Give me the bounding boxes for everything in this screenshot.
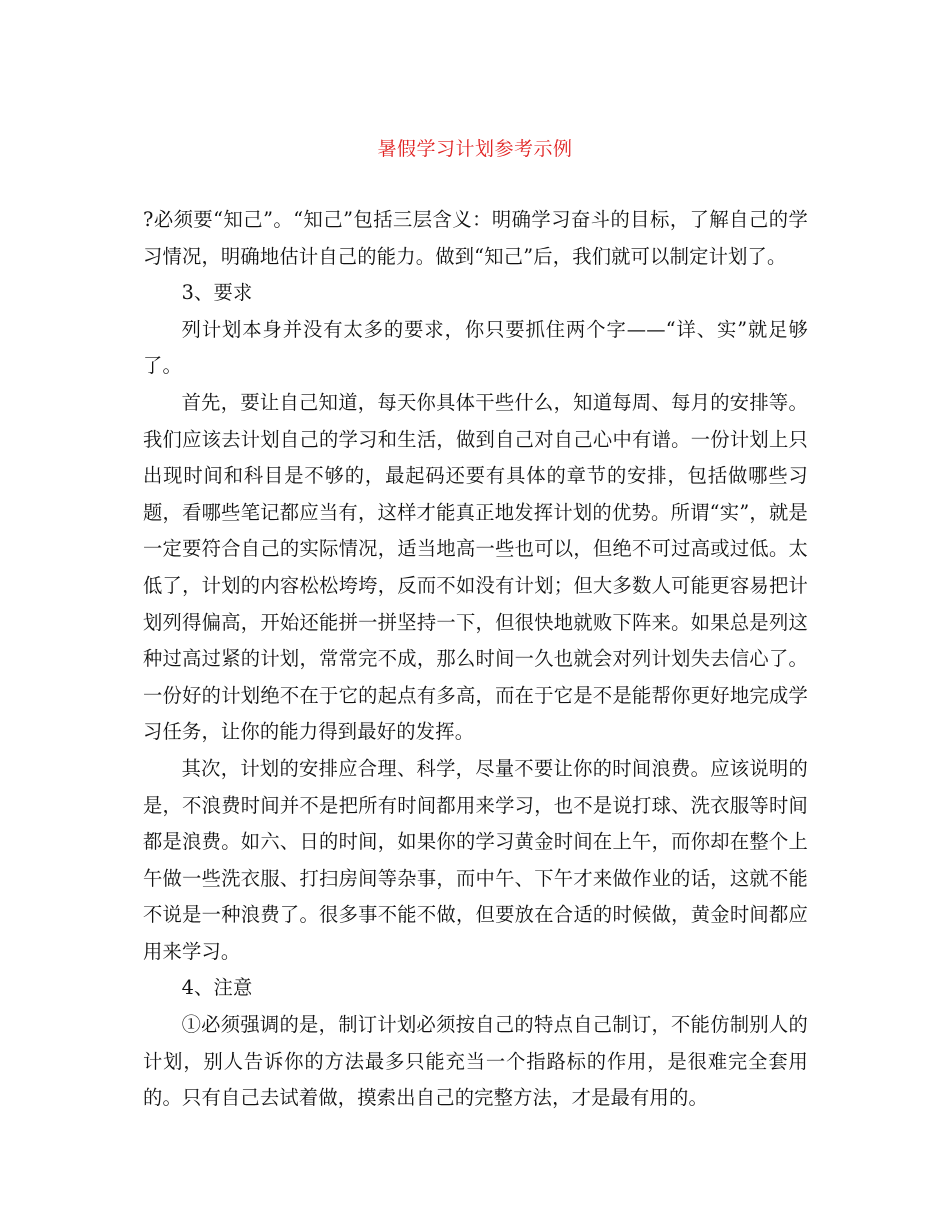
- document-body: [143, 202, 808, 1117]
- paragraph: 列计划本身并没有太多的要求，你只要抓住两个字——“详、实”就足够了。: [143, 317, 808, 378]
- document-title: 暑假学习计划参考示例: [377, 138, 573, 160]
- paragraph: ①必须强调的是，制订计划必须按自己的特点自己制订，不能仿制别人的计划，别人告诉你的方法最多只能充当一个指路标的作用，是很难完全套用的。只有自己去试着做，摸索出自己的完整方法，才是最有用的。: [143, 1013, 808, 1110]
- paragraph: 首先，要让自己知道，每天你具体干些什么，知道每周、每月的安排等。我们应该去计划自己的学习和生活，做到自己对自己心中有谱。一份计划上只出现时间和科目是不够的，最起码还要有具体的章节的安排，包括做哪些习题，看哪些笔记都应当有，这样才能真正地发挥计划的优势。所谓“实”，就是一定要符合自己的实际情况，适当地高一些也可以，但绝不可过高或过低。太低了，计划的内容松松垮垮，反而不如没有计划；但大多数人可能更容易把计划列得偏高，开始还能拼一拼坚持一下，但很快地就败下阵来。如果总是列这种过高过紧的计划，常常完不成，那么时间一久也就会对列计划失去信心了。一份好的计划绝不在于它的起点有多高，而在于它是不是能帮你更好地完成学习任务，让你的能力得到最好的发挥。: [143, 390, 808, 744]
- paragraph: ?必须要“知己”。“知己”包括三层含义：明确学习奋斗的目标，了解自己的学习情况，明确地估计自己的能力。做到“知己”后，我们就可以制定计划了。: [143, 208, 808, 268]
- section-heading-requirements: 3、要求: [181, 281, 253, 305]
- paragraph: 其次，计划的安排应合理、科学，尽量不要让你的时间浪费。应该说明的是，不浪费时间并不是把所有时间都用来学习，也不是说打球、洗衣服等时间都是浪费。如六、日的时间，如果你的学习黄金时间在上午，而你却在整个上午做一些洗衣服、打扫房间等杂事，而中午、下午才来做作业的话，这就不能不说是一种浪费了。很多事不能不做，但要放在合适的时候做，黄金时间都应用来学习。: [143, 756, 808, 963]
- section-heading-notes: 4、注意: [181, 976, 253, 1000]
